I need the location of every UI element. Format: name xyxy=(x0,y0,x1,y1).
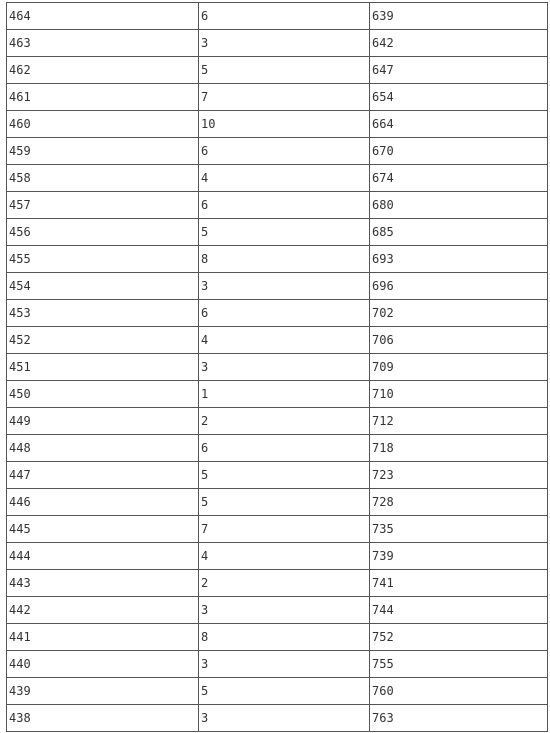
score-cell: 463 xyxy=(7,30,199,57)
count-cell: 5 xyxy=(199,678,370,705)
count-cell: 6 xyxy=(199,3,370,30)
score-cell: 440 xyxy=(7,651,199,678)
score-cell: 438 xyxy=(7,705,199,732)
score-cell: 449 xyxy=(7,408,199,435)
score-cell: 451 xyxy=(7,354,199,381)
score-cell: 448 xyxy=(7,435,199,462)
score-cell: 464 xyxy=(7,3,199,30)
score-table xyxy=(6,2,548,732)
score-cell: 458 xyxy=(7,165,199,192)
cumulative-cell: 639 xyxy=(370,3,548,30)
score-cell: 441 xyxy=(7,624,199,651)
count-cell: 5 xyxy=(199,462,370,489)
cumulative-cell: 710 xyxy=(370,381,548,408)
table-row xyxy=(7,624,548,651)
score-cell: 447 xyxy=(7,462,199,489)
table-row xyxy=(7,462,548,489)
table-row xyxy=(7,489,548,516)
count-cell: 3 xyxy=(199,705,370,732)
table-row xyxy=(7,30,548,57)
table-row xyxy=(7,354,548,381)
cumulative-cell: 735 xyxy=(370,516,548,543)
table-row xyxy=(7,273,548,300)
cumulative-cell: 763 xyxy=(370,705,548,732)
cumulative-cell: 709 xyxy=(370,354,548,381)
cumulative-cell: 706 xyxy=(370,327,548,354)
cumulative-cell: 712 xyxy=(370,408,548,435)
cumulative-cell: 739 xyxy=(370,543,548,570)
cumulative-cell: 718 xyxy=(370,435,548,462)
cumulative-cell: 693 xyxy=(370,246,548,273)
table-row xyxy=(7,597,548,624)
cumulative-cell: 760 xyxy=(370,678,548,705)
table-row xyxy=(7,327,548,354)
table-row xyxy=(7,192,548,219)
count-cell: 3 xyxy=(199,273,370,300)
score-cell: 450 xyxy=(7,381,199,408)
table-row xyxy=(7,84,548,111)
score-cell: 446 xyxy=(7,489,199,516)
count-cell: 3 xyxy=(199,354,370,381)
table-row xyxy=(7,3,548,30)
table-row xyxy=(7,138,548,165)
count-cell: 8 xyxy=(199,624,370,651)
count-cell: 3 xyxy=(199,651,370,678)
score-cell: 461 xyxy=(7,84,199,111)
cumulative-cell: 674 xyxy=(370,165,548,192)
count-cell: 1 xyxy=(199,381,370,408)
table-row xyxy=(7,111,548,138)
table-row xyxy=(7,381,548,408)
score-cell: 459 xyxy=(7,138,199,165)
cumulative-cell: 642 xyxy=(370,30,548,57)
table-row xyxy=(7,165,548,192)
count-cell: 8 xyxy=(199,246,370,273)
cumulative-cell: 654 xyxy=(370,84,548,111)
score-cell: 460 xyxy=(7,111,199,138)
cumulative-cell: 680 xyxy=(370,192,548,219)
cumulative-cell: 741 xyxy=(370,570,548,597)
score-table-body xyxy=(7,3,548,732)
cumulative-cell: 647 xyxy=(370,57,548,84)
count-cell: 10 xyxy=(199,111,370,138)
count-cell: 3 xyxy=(199,597,370,624)
table-row xyxy=(7,516,548,543)
score-cell: 443 xyxy=(7,570,199,597)
cumulative-cell: 670 xyxy=(370,138,548,165)
count-cell: 4 xyxy=(199,327,370,354)
cumulative-cell: 752 xyxy=(370,624,548,651)
table-row xyxy=(7,705,548,732)
count-cell: 4 xyxy=(199,543,370,570)
table-row xyxy=(7,570,548,597)
table-row xyxy=(7,246,548,273)
score-cell: 453 xyxy=(7,300,199,327)
cumulative-cell: 755 xyxy=(370,651,548,678)
table-row xyxy=(7,543,548,570)
score-cell: 452 xyxy=(7,327,199,354)
count-cell: 5 xyxy=(199,219,370,246)
cumulative-cell: 664 xyxy=(370,111,548,138)
table-row xyxy=(7,57,548,84)
count-cell: 2 xyxy=(199,408,370,435)
count-cell: 7 xyxy=(199,84,370,111)
count-cell: 5 xyxy=(199,57,370,84)
table-row xyxy=(7,435,548,462)
count-cell: 6 xyxy=(199,435,370,462)
score-cell: 445 xyxy=(7,516,199,543)
count-cell: 6 xyxy=(199,192,370,219)
cumulative-cell: 685 xyxy=(370,219,548,246)
score-cell: 444 xyxy=(7,543,199,570)
score-cell: 456 xyxy=(7,219,199,246)
count-cell: 4 xyxy=(199,165,370,192)
count-cell: 6 xyxy=(199,300,370,327)
table-row xyxy=(7,678,548,705)
score-cell: 454 xyxy=(7,273,199,300)
cumulative-cell: 744 xyxy=(370,597,548,624)
cumulative-cell: 728 xyxy=(370,489,548,516)
count-cell: 7 xyxy=(199,516,370,543)
count-cell: 6 xyxy=(199,138,370,165)
score-cell: 462 xyxy=(7,57,199,84)
count-cell: 2 xyxy=(199,570,370,597)
cumulative-cell: 702 xyxy=(370,300,548,327)
table-row xyxy=(7,408,548,435)
score-cell: 439 xyxy=(7,678,199,705)
count-cell: 3 xyxy=(199,30,370,57)
score-cell: 457 xyxy=(7,192,199,219)
table-row xyxy=(7,651,548,678)
count-cell: 5 xyxy=(199,489,370,516)
table-row xyxy=(7,219,548,246)
score-cell: 442 xyxy=(7,597,199,624)
cumulative-cell: 696 xyxy=(370,273,548,300)
score-cell: 455 xyxy=(7,246,199,273)
cumulative-cell: 723 xyxy=(370,462,548,489)
table-row xyxy=(7,300,548,327)
